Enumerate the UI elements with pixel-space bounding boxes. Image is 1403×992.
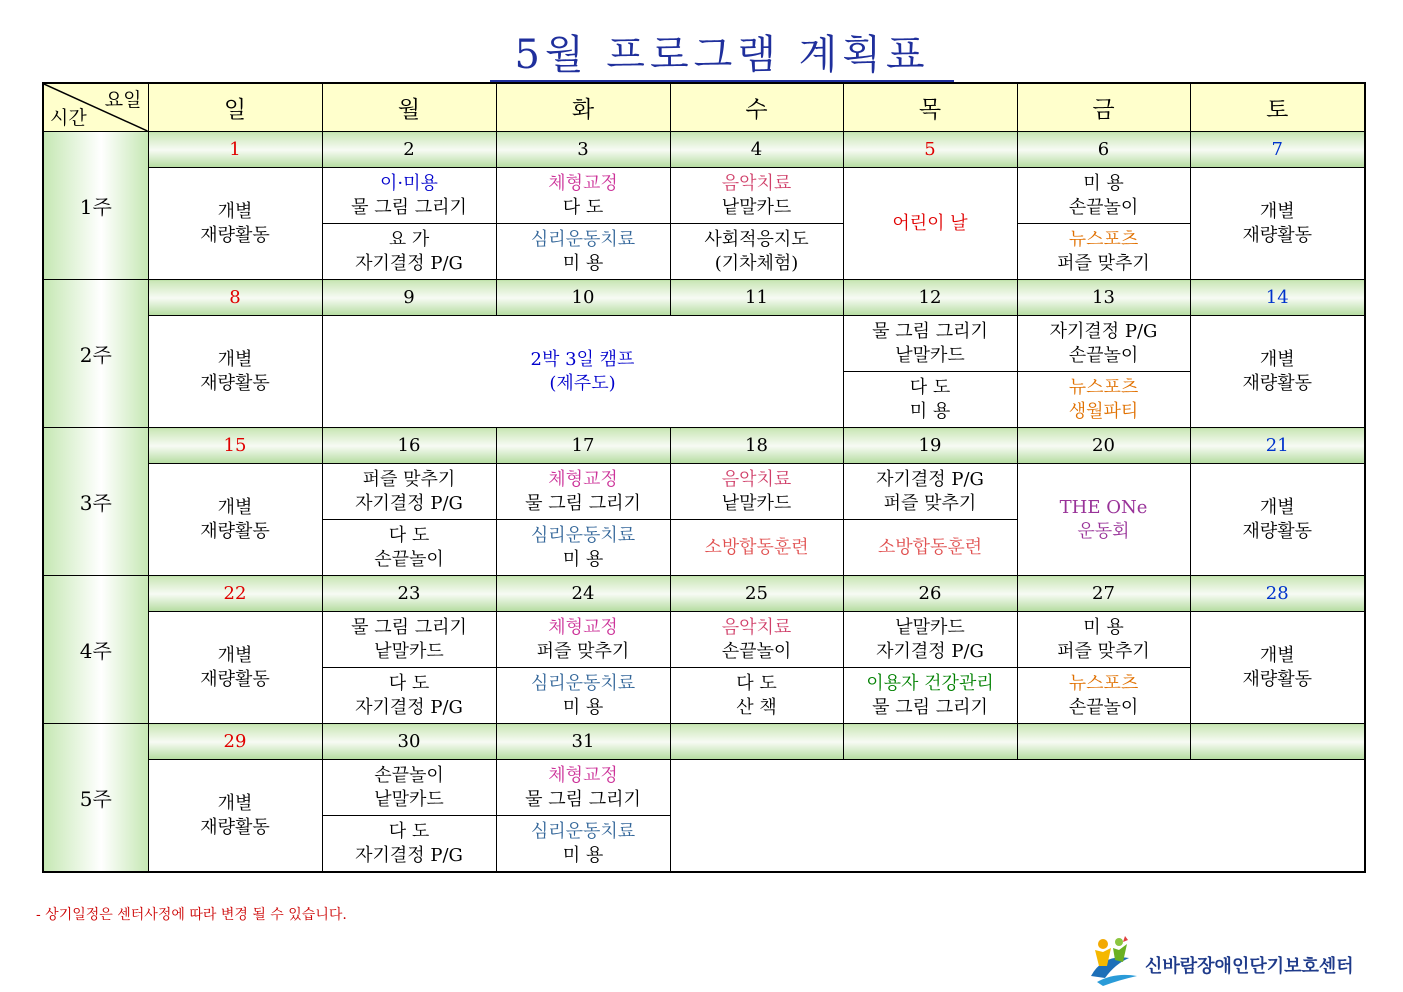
date-cell: 27 (1017, 576, 1190, 612)
activity-line: 낱말카드 (895, 616, 965, 638)
activity-line: 퍼즐 맞추기 (1057, 640, 1150, 662)
activity-line: 다 도 (388, 820, 430, 842)
activity-cell (843, 372, 1017, 428)
activity-line: 개별 (217, 496, 253, 518)
activity-line: 물 그림 그리기 (525, 788, 641, 810)
activity-line: 재량활동 (200, 520, 270, 542)
activity-line: 재량활동 (200, 372, 270, 394)
people-celebrating-icon (1085, 932, 1143, 988)
activity-line: 미 용 (1083, 172, 1124, 194)
date-cell: 16 (322, 428, 496, 464)
activity-cell (670, 612, 843, 668)
activity-cell (148, 612, 322, 724)
activity-line: 개별 (1259, 496, 1295, 518)
activity-line: 개별 (1259, 348, 1295, 370)
activity-cell (496, 668, 670, 724)
activity-line: 재량활동 (200, 816, 270, 838)
activity-cell (843, 668, 1017, 724)
activity-line: 미 용 (562, 844, 604, 866)
activity-cell (1017, 168, 1190, 224)
activity-line: 물 그림 그리기 (525, 492, 641, 514)
activity-line: 뉴스포츠 (1068, 228, 1139, 250)
schedule-table (42, 82, 1366, 873)
activity-line: 요 가 (388, 228, 430, 250)
week3-date-row (43, 428, 1365, 464)
activity-line: 생월파티 (1068, 400, 1139, 422)
date-cell (1017, 724, 1190, 760)
date-cell: 13 (1017, 280, 1190, 316)
week1-label: 1주 (43, 132, 148, 280)
activity-line: 음악치료 (721, 172, 792, 194)
activity-line: 손끝놀이 (374, 548, 444, 570)
activity-cell (670, 464, 843, 520)
activity-line: 재량활동 (1242, 224, 1313, 246)
activity-line: 낱말카드 (895, 344, 965, 366)
activity-line: 낱말카드 (374, 788, 444, 810)
activity-line: 낱말카드 (374, 640, 444, 662)
activity-cell (148, 760, 322, 873)
activity-line: 재량활동 (1242, 372, 1313, 394)
activity-line: 음악치료 (721, 468, 792, 490)
header-row (43, 83, 1365, 132)
corner-cell (43, 83, 148, 132)
activity-line: 다 도 (388, 672, 430, 694)
activity-line: 자기결정 P/G (876, 640, 984, 662)
date-cell: 23 (322, 576, 496, 612)
date-cell: 20 (1017, 428, 1190, 464)
activity-cell (496, 464, 670, 520)
date-cell: 15 (148, 428, 322, 464)
date-cell: 10 (496, 280, 670, 316)
activity-line: 퍼즐 맞추기 (1057, 252, 1150, 274)
week4-label: 4주 (43, 576, 148, 724)
activity-cell (322, 464, 496, 520)
activity-line: 심리운동치료 (530, 228, 636, 250)
activity-line: 손끝놀이 (1068, 344, 1139, 366)
activity-cell (1017, 224, 1190, 280)
week5-date-row (43, 724, 1365, 760)
date-cell: 17 (496, 428, 670, 464)
activity-line: 음악치료 (721, 616, 792, 638)
activity-cell (496, 520, 670, 576)
date-cell: 24 (496, 576, 670, 612)
camp-line: 2박 3일 캠프 (530, 348, 635, 370)
activity-line: 손끝놀이 (1068, 696, 1139, 718)
activity-line: 체형교정 (548, 468, 618, 490)
week1-act-row-a (43, 168, 1365, 224)
activity-line: 자기결정 P/G (355, 844, 463, 866)
activity-cell (148, 464, 322, 576)
activity-cell (322, 760, 496, 816)
activity-line: 심리운동치료 (530, 524, 636, 546)
day-fri: 금 (1017, 83, 1190, 132)
week2-label: 2주 (43, 280, 148, 428)
activity-line: 자기결정 P/G (355, 252, 463, 274)
activity-line: 퍼즐 맞추기 (536, 640, 630, 662)
activity-line: 다 도 (909, 376, 951, 398)
corner-yoil: 요일 (104, 89, 142, 111)
activity-cell (843, 612, 1017, 668)
week1-date-row (43, 132, 1365, 168)
date-cell: 5 (843, 132, 1017, 168)
date-cell: 11 (670, 280, 843, 316)
camp-cell (322, 316, 843, 428)
activity-line: 산 책 (736, 696, 777, 718)
date-cell (843, 724, 1017, 760)
activity-line: 미 용 (1083, 616, 1124, 638)
activity-line: 개별 (217, 644, 253, 666)
date-cell: 1 (148, 132, 322, 168)
activity-cell: 소방합동훈련 (843, 520, 1017, 576)
date-cell: 28 (1190, 576, 1365, 612)
activity-line: THE ONe (1059, 496, 1148, 518)
day-thu: 목 (843, 83, 1017, 132)
date-cell: 18 (670, 428, 843, 464)
activity-line: 다 도 (562, 196, 604, 218)
empty-cell (670, 760, 1365, 873)
activity-line: 자기결정 P/G (355, 696, 463, 718)
activity-cell: 소방합동훈련 (670, 520, 843, 576)
activity-cell (496, 816, 670, 873)
activity-cell (496, 612, 670, 668)
activity-cell (496, 224, 670, 280)
activity-line: 미 용 (562, 548, 604, 570)
activity-cell (322, 816, 496, 873)
activity-cell: 어린이 날 (843, 168, 1017, 280)
activity-cell (843, 464, 1017, 520)
activity-cell (1190, 612, 1365, 724)
corner-sigan: 시간 (50, 107, 87, 129)
activity-line: 다 도 (388, 524, 430, 546)
week3-label: 3주 (43, 428, 148, 576)
activity-cell (322, 612, 496, 668)
activity-cell (670, 168, 843, 224)
week2-date-row (43, 280, 1365, 316)
day-mon: 월 (322, 83, 496, 132)
activity-cell (148, 168, 322, 280)
date-cell: 6 (1017, 132, 1190, 168)
activity-line: (기차체험) (714, 252, 799, 274)
date-cell: 29 (148, 724, 322, 760)
day-tue: 화 (496, 83, 670, 132)
activity-line: 뉴스포츠 (1068, 672, 1139, 694)
week4-act-row-a (43, 612, 1365, 668)
activity-cell (1190, 464, 1365, 576)
date-cell (1190, 724, 1365, 760)
center-logo (1085, 932, 1354, 988)
date-cell (670, 724, 843, 760)
date-cell: 2 (322, 132, 496, 168)
activity-cell (1017, 316, 1190, 372)
activity-line: 다 도 (736, 672, 777, 694)
activity-line: 심리운동치료 (530, 820, 636, 842)
day-sun: 일 (148, 83, 322, 132)
activity-line: 낱말카드 (721, 492, 792, 514)
activity-line: 물 그림 그리기 (351, 196, 467, 218)
activity-cell (1017, 612, 1190, 668)
activity-line: 운동회 (1077, 520, 1130, 542)
activity-cell (148, 316, 322, 428)
activity-line: 물 그림 그리기 (872, 320, 988, 342)
activity-cell (843, 316, 1017, 372)
day-wed: 수 (670, 83, 843, 132)
activity-cell (322, 668, 496, 724)
week4-date-row (43, 576, 1365, 612)
date-cell: 7 (1190, 132, 1365, 168)
week5-label: 5주 (43, 724, 148, 873)
activity-line: 퍼즐 맞추기 (883, 492, 977, 514)
activity-cell (1017, 668, 1190, 724)
date-cell: 31 (496, 724, 670, 760)
activity-line: 사회적응지도 (704, 228, 809, 250)
activity-line: 개별 (1259, 644, 1295, 666)
activity-cell (1190, 168, 1365, 280)
activity-line: 퍼즐 맞추기 (362, 468, 456, 490)
activity-cell (1017, 372, 1190, 428)
date-cell: 25 (670, 576, 843, 612)
date-cell: 14 (1190, 280, 1365, 316)
activity-line: 체형교정 (548, 764, 618, 786)
activity-line: 뉴스포츠 (1068, 376, 1139, 398)
activity-line: 자기결정 P/G (1049, 320, 1158, 342)
activity-line: 물 그림 그리기 (351, 616, 467, 638)
activity-line: 체형교정 (548, 616, 618, 638)
activity-line: 미 용 (562, 252, 604, 274)
week5-act-row-a (43, 760, 1365, 816)
activity-cell (670, 224, 843, 280)
activity-line: 재량활동 (1242, 520, 1313, 542)
activity-line: 미 용 (562, 696, 604, 718)
camp-line: (제주도) (549, 372, 616, 394)
week3-act-row-a (43, 464, 1365, 520)
activity-line: 재량활동 (200, 668, 270, 690)
activity-cell (322, 224, 496, 280)
activity-line: 미 용 (909, 400, 951, 422)
activity-line: 손끝놀이 (374, 764, 444, 786)
activity-cell (496, 760, 670, 816)
date-cell: 22 (148, 576, 322, 612)
date-cell: 4 (670, 132, 843, 168)
date-cell: 30 (322, 724, 496, 760)
activity-line: 물 그림 그리기 (872, 696, 988, 718)
activity-cell (1017, 464, 1190, 576)
activity-cell (496, 168, 670, 224)
activity-line: 재량활동 (200, 224, 270, 246)
activity-cell (670, 668, 843, 724)
date-cell: 21 (1190, 428, 1365, 464)
activity-line: 낱말카드 (721, 196, 792, 218)
activity-line: 손끝놀이 (1068, 196, 1139, 218)
date-cell: 3 (496, 132, 670, 168)
date-cell: 12 (843, 280, 1017, 316)
activity-line: 개별 (217, 348, 253, 370)
activity-line: 체형교정 (548, 172, 618, 194)
activity-line: 심리운동치료 (530, 672, 636, 694)
activity-line: 개별 (217, 200, 253, 222)
activity-line: 손끝놀이 (721, 640, 792, 662)
footnote: - 상기일정은 센터사정에 따라 변경 될 수 있습니다. (36, 907, 347, 923)
activity-line: 자기결정 P/G (355, 492, 463, 514)
activity-line: 개별 (217, 792, 253, 814)
date-cell: 8 (148, 280, 322, 316)
date-cell: 26 (843, 576, 1017, 612)
activity-line: 이용자 건강관리 (866, 672, 994, 694)
activity-line: 재량활동 (1242, 668, 1313, 690)
activity-line: 자기결정 P/G (876, 468, 984, 490)
week2-act-row-a (43, 316, 1365, 372)
activity-cell (322, 168, 496, 224)
date-cell: 19 (843, 428, 1017, 464)
activity-line: 개별 (1259, 200, 1295, 222)
page-title: 5월 프로그램 계획표 (490, 30, 954, 83)
activity-cell (1190, 316, 1365, 428)
activity-line: 이·미용 (380, 172, 438, 194)
logo-text: 신바람장애인단기보호센터 (1145, 956, 1354, 977)
date-cell: 9 (322, 280, 496, 316)
activity-cell (322, 520, 496, 576)
day-sat: 토 (1190, 83, 1365, 132)
